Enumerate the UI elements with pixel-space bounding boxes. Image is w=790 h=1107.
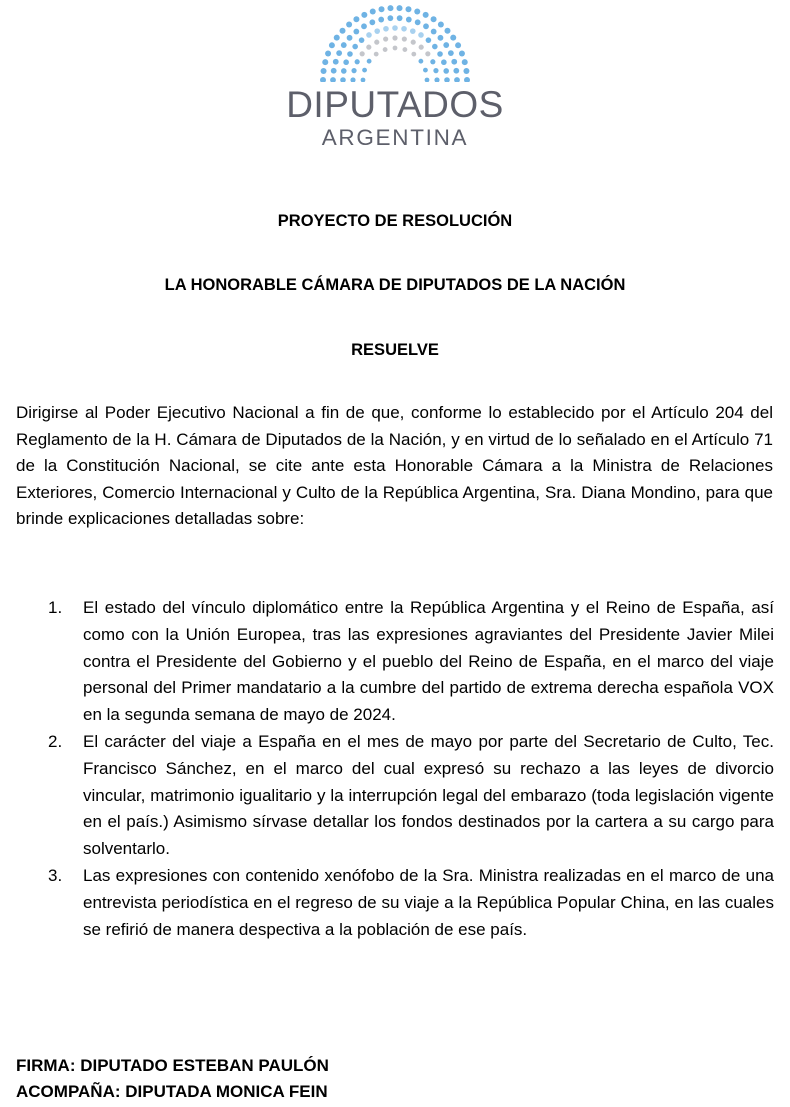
- hemicycle-seat-dot: [444, 28, 450, 34]
- hemicycle-seat-dot: [393, 46, 398, 51]
- hemicycle-seat-dot: [320, 77, 326, 82]
- hemicycle-seat-dot: [443, 68, 449, 74]
- hemicycle-seat-dot: [383, 36, 388, 41]
- hemicycle-seat-dot: [410, 28, 416, 34]
- hemicycle-seat-dot: [432, 44, 438, 50]
- hemicycle-seat-dot: [441, 59, 447, 65]
- hemicycle-seat-dot: [397, 15, 403, 21]
- hemicycle-seat-dot: [370, 9, 376, 15]
- hemicycle-seat-dot: [347, 35, 353, 41]
- logo-subtitle: ARGENTINA: [321, 125, 469, 150]
- hemicycle-seat-dot: [450, 35, 456, 41]
- list-item: [16, 595, 774, 729]
- hemicycle-seat-dot: [366, 45, 371, 50]
- hemicycle-seat-dot: [330, 77, 336, 82]
- hemicycle-seat-dot: [353, 16, 359, 22]
- chamber-heading: LA HONORABLE CÁMARA DE DIPUTADOS DE LA NACIÓN: [164, 276, 626, 294]
- hemicycle-seat-dot: [325, 51, 331, 57]
- hemicycle-seat-dot: [366, 32, 372, 38]
- hemicycle-seat-dot: [453, 68, 459, 74]
- hemicycle-seat-dot: [402, 36, 407, 41]
- hemicycle-seat-dot: [430, 59, 435, 64]
- hemicycle-seat-dot: [464, 77, 470, 82]
- list-item-number: 1.: [48, 598, 63, 617]
- hemicycle-seat-dot: [434, 77, 439, 82]
- list-item-text: El estado del vínculo diplomático entre la República Argentina y el Reino de España, así como con la Unión Europea, tras las expresiones agraviantes del Presidente Javier Milei contra el Presidente del Gobierno y el pueblo del Reino de España, en el marco del viaje personal del Primer mandatario a la cumbre del partido de extrema derecha española VOX en la segunda semana de mayo de 2024.: [83, 598, 774, 725]
- hemicycle-seat-dot: [414, 9, 420, 15]
- hemicycle-seat-dot: [374, 28, 380, 34]
- hemicycle-seat-dot: [418, 32, 424, 38]
- hemicycle-seat-dot: [360, 51, 365, 56]
- hemicycle-seat-dot: [334, 35, 340, 41]
- hemicycle-seat-dot: [378, 17, 384, 23]
- hemicycle-seat-dot: [454, 77, 460, 82]
- signature-line: FIRMA: DIPUTADO ESTEBAN PAULÓN: [16, 1056, 329, 1075]
- hemicycle-seat-dot: [425, 51, 430, 56]
- hemicycle-seat-dot: [347, 51, 353, 57]
- hemicycle-seat-dot: [331, 68, 337, 74]
- hemicycle-seat-dot: [406, 17, 412, 23]
- hemicycle-seat-dot: [387, 5, 393, 11]
- hemicycle-seat-dot: [437, 51, 443, 57]
- hemicycle-seat-dot: [351, 68, 356, 73]
- hemicycle-seat-dot: [411, 40, 416, 45]
- hemicycle-seat-dot: [346, 22, 352, 28]
- hemicycle-seat-dot: [415, 19, 421, 25]
- logo: [0, 0, 790, 160]
- hemicycle-seat-dot: [367, 59, 372, 64]
- hemicycle-seat-dot: [383, 26, 389, 32]
- hemicycle-seat-dot: [383, 47, 388, 52]
- hemicycle-seat-dot: [336, 50, 342, 56]
- hemicycle-seat-dot: [431, 29, 437, 35]
- hemicycle-seat-dot: [361, 78, 366, 82]
- list-item-text: El carácter del viaje a España en el mes de mayo por parte del Secretario de Culto, Tec. Francisco Sánchez, en el marco del cual expresó su rechazo a las leyes de divorcio vincular, matrimonio igualitario y la interrupción legal del embarazo (toda legislación vigente en el país.) Asimismo sírvase detallar los fondos destinados por la cartera a su cargo para solventarlo.: [83, 731, 774, 859]
- hemicycle-seat-dot: [433, 68, 438, 73]
- hemicycle-seat-dot: [374, 40, 379, 45]
- hemicycle-seat-dot: [343, 59, 349, 65]
- hemicycle-seat-dot: [419, 45, 424, 50]
- hemicycle-seat-dot: [369, 19, 375, 25]
- resolution-items-list: [16, 595, 774, 943]
- hemicycle-seat-dot: [402, 47, 407, 52]
- hemicycle-seat-dot: [418, 59, 423, 64]
- hemicycle-seat-dot: [401, 26, 407, 32]
- hemicycle-seat-dot: [438, 22, 444, 28]
- hemicycle-seat-dot: [451, 59, 457, 65]
- hemicycle-seat-dot: [443, 42, 449, 48]
- hemicycle-seat-dot: [425, 78, 430, 82]
- hemicycle-seat-dot: [322, 59, 328, 65]
- hemicycle-seat-dot: [321, 68, 327, 74]
- hemicycle-seat-dot: [444, 77, 450, 82]
- hemicycle-seat-dot: [340, 77, 346, 82]
- hemicycle-seat-dot: [423, 12, 429, 18]
- hemicycle-seat-dot: [397, 5, 403, 11]
- hemicycle-seat-dot: [341, 68, 347, 74]
- hemicycle-seat-dot: [462, 59, 468, 65]
- list-item-text: Las expresiones con contenido xenófobo de la Sra. Ministra realizadas en el marco de una entrevista periodística en el regreso de su viaje a la República Popular China, en las cuales se refirió de manera despectiva a la población de ese país.: [83, 865, 774, 939]
- list-item: [16, 863, 774, 943]
- hemicycle-seat-dot: [361, 12, 367, 18]
- hemicycle-seat-dot: [329, 42, 335, 48]
- hemicycle-seat-dot: [459, 51, 465, 57]
- hemicycle-seat-dot: [379, 6, 385, 12]
- list-item: [16, 729, 774, 863]
- hemicycle-seat-dot: [359, 37, 365, 43]
- hemicycle-seat-dot: [426, 37, 432, 43]
- hemicycle-seat-dot: [333, 59, 339, 65]
- hemicycle-seat-dot: [353, 29, 359, 35]
- hemicycle-seat-dot: [438, 35, 444, 41]
- hemicycle-seat-dot: [423, 68, 428, 73]
- hemicycle-seat-dot: [352, 44, 358, 50]
- list-item-number: 3.: [48, 865, 63, 885]
- hemicycle-seat-dot: [392, 35, 397, 40]
- logo-title: DIPUTADOS: [286, 84, 504, 125]
- hemicycle-seat-dot: [340, 28, 346, 34]
- hemicycle-seat-dot: [455, 42, 461, 48]
- hemicycle-seat-dot: [405, 6, 411, 12]
- hemicycle-seat-dot: [463, 68, 469, 74]
- resolves-heading: RESUELVE: [351, 341, 439, 359]
- hemicycle-seat-dot: [392, 25, 398, 31]
- hemicycle-seat-dot: [411, 52, 416, 57]
- hemicycle-seat-dot: [361, 23, 367, 29]
- intro-paragraph: Dirigirse al Poder Ejecutivo Nacional a fin de que, conforme lo establecido por el Artículo 204 del Reglamento de la H. Cámara de Diputados de la Nación, y en virtud de lo señalado en el Artículo 71 de la Constitución Nacional, se cite ante esta Honorable Cámara a la Ministra de Relaciones Exteriores, Comercio Internacional y Culto de la República Argentina, Sra. Diana Mondino, para que brinde explicaciones detalladas sobre:: [16, 403, 773, 529]
- hemicycle-seat-dot: [355, 59, 360, 64]
- hemicycle-seat-dot: [431, 16, 437, 22]
- hemicycle-seat-dot: [448, 50, 454, 56]
- list-item-number: 2.: [48, 731, 63, 751]
- hemicycle-seat-dot: [341, 42, 347, 48]
- accompanies-line: ACOMPAÑA: DIPUTADA MONICA FEIN: [16, 1082, 328, 1101]
- hemicycle-icon: [294, 4, 496, 82]
- hemicycle-seat-dot: [423, 23, 429, 29]
- hemicycle-seat-dot: [387, 15, 393, 21]
- hemicycle-seat-dot: [374, 52, 379, 57]
- document-type-heading: PROYECTO DE RESOLUCIÓN: [277, 212, 513, 230]
- hemicycle-seat-dot: [362, 68, 367, 73]
- hemicycle-seat-dot: [350, 77, 355, 82]
